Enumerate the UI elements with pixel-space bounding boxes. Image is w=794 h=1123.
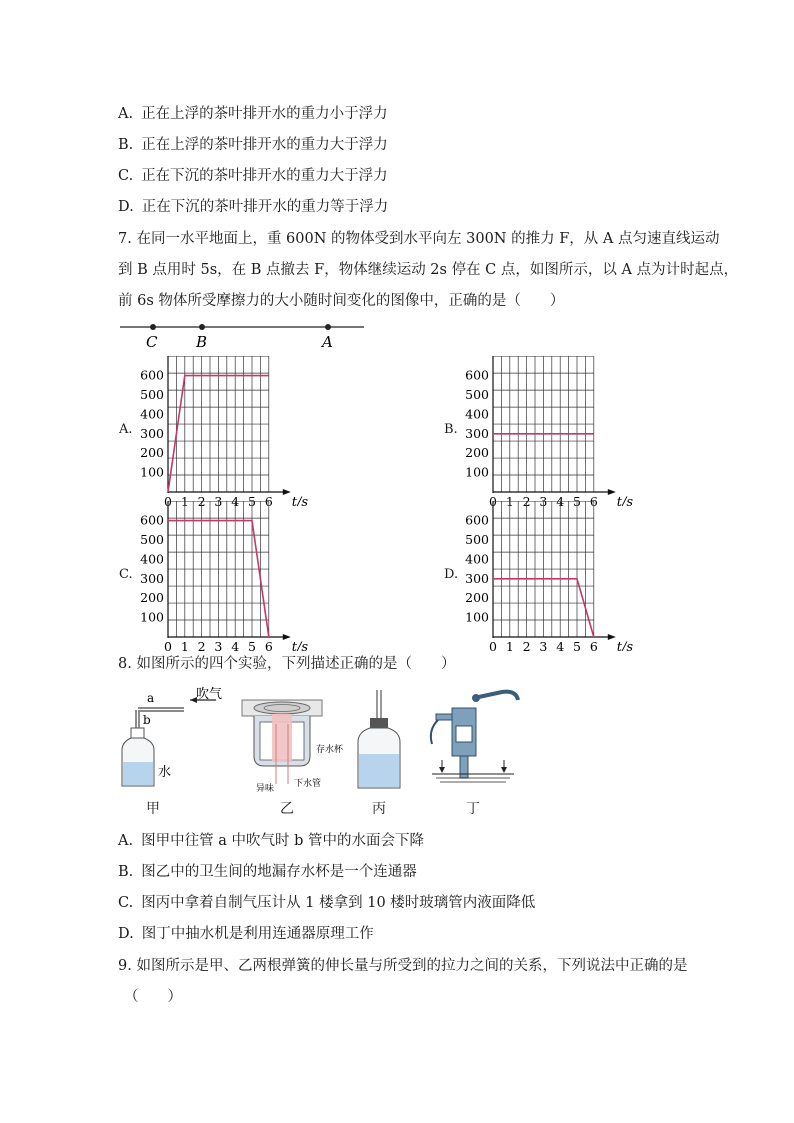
- point-c-label: C: [146, 333, 158, 351]
- x-tick-label: 2: [197, 494, 206, 506]
- x-axis-label: t/s: [616, 495, 634, 506]
- y-tick-label: 400: [140, 551, 164, 567]
- graph-letter: D.: [444, 567, 459, 582]
- option-letter: C.: [118, 168, 134, 184]
- option-letter: B.: [118, 864, 134, 880]
- x-tick-label: 0: [164, 494, 172, 506]
- y-tick-label: 500: [465, 531, 489, 547]
- label-cup: 存水杯: [316, 745, 344, 755]
- figure-bing: [352, 688, 408, 796]
- x-tick-label: 1: [505, 639, 514, 651]
- x-axis-arrow: [608, 489, 616, 495]
- option-letter: A.: [118, 106, 134, 122]
- number-line: [118, 318, 368, 352]
- option-text: 图甲中往管 a 中吹气时 b 管中的水面会下降: [141, 833, 424, 849]
- label-water: 水: [158, 765, 172, 780]
- figure-yi: [238, 694, 358, 794]
- q9-stem-line-1: 9. 如图所示是甲、乙两根弹簧的伸长量与所受到的拉力之间的关系，下列说法中正确的是: [118, 958, 688, 974]
- x-axis-label: t/s: [291, 640, 309, 651]
- x-tick-label: 6: [589, 639, 598, 651]
- x-tick-label: 3: [214, 494, 223, 506]
- x-tick-label: 2: [197, 639, 206, 651]
- label-a: a: [147, 691, 155, 705]
- y-tick-label: 600: [140, 367, 164, 383]
- y-tick-label: 500: [140, 386, 164, 402]
- q6-option-d: [118, 197, 388, 217]
- q8-option-a: [118, 831, 424, 851]
- q7-stem-line-1: 7. 在同一水平地面上，重 600N 的物体受到水平向左 300N 的推力 F，从 A 点匀速直线运动: [118, 231, 720, 247]
- x-tick-label: 3: [214, 639, 223, 651]
- caption-ding: 丁: [466, 801, 480, 817]
- point-a-label: A: [322, 333, 333, 351]
- graph-letter: A.: [119, 422, 133, 437]
- x-tick-label: 1: [180, 494, 189, 506]
- y-tick-label: 600: [140, 512, 164, 528]
- graph-letter: B.: [444, 422, 458, 437]
- q6-option-b: [118, 135, 388, 155]
- y-tick-label: 500: [465, 386, 489, 402]
- option-text: 正在上浮的茶叶排开水的重力大于浮力: [141, 137, 388, 153]
- graph-d-plot: [459, 501, 659, 651]
- x-tick-label: 4: [556, 494, 565, 506]
- y-tick-label: 200: [465, 445, 489, 461]
- q7-stem-line-2: 到 B 点用时 5s，在 B 点撤去 F，物体继续运动 2s 停在 C 点，如图所示，以 A 点为计时起点，: [118, 262, 739, 278]
- y-tick-label: 200: [140, 445, 164, 461]
- y-tick-label: 200: [140, 590, 164, 606]
- x-tick-label: 0: [164, 639, 172, 651]
- x-tick-label: 4: [231, 639, 240, 651]
- graph-c-plot: [134, 501, 334, 651]
- q8-option-d: [118, 924, 374, 944]
- y-tick-label: 200: [465, 590, 489, 606]
- label-pipe: 下水管: [294, 779, 322, 789]
- x-tick-label: 5: [573, 494, 581, 506]
- y-tick-label: 600: [465, 367, 489, 383]
- option-text: 正在上浮的茶叶排开水的重力小于浮力: [141, 106, 388, 122]
- x-tick-label: 2: [522, 494, 531, 506]
- y-tick-label: 400: [465, 406, 489, 422]
- x-tick-label: 4: [556, 639, 565, 651]
- x-tick-label: 4: [231, 494, 240, 506]
- q6-option-a: [118, 104, 388, 124]
- x-tick-label: 6: [264, 494, 273, 506]
- graph-b-plot: [459, 356, 659, 506]
- water-level: [123, 762, 153, 785]
- label-smell: 异味: [256, 784, 275, 794]
- x-tick-label: 3: [539, 494, 548, 506]
- y-tick-label: 300: [140, 425, 164, 441]
- x-axis-label: t/s: [291, 495, 309, 506]
- q9-stem-line-2: （ ）: [124, 989, 182, 1005]
- point-b-label: B: [196, 333, 208, 351]
- q8-option-c: [118, 893, 535, 913]
- option-letter: A.: [118, 833, 134, 849]
- x-tick-label: 0: [489, 494, 497, 506]
- option-letter: D.: [118, 199, 134, 215]
- caption-jia: 甲: [146, 801, 160, 817]
- option-text: 图乙中的卫生间的地漏存水杯是一个连通器: [141, 864, 417, 880]
- x-tick-label: 6: [264, 639, 273, 651]
- x-tick-label: 0: [489, 639, 497, 651]
- x-tick-label: 6: [589, 494, 598, 506]
- y-tick-label: 300: [465, 425, 489, 441]
- y-tick-label: 400: [140, 406, 164, 422]
- graph-a-plot: [134, 356, 334, 506]
- figure-jia: [118, 686, 230, 794]
- option-text: 图丙中拿着自制气压计从 1 楼拿到 10 楼时玻璃管内液面降低: [141, 895, 536, 911]
- q8-option-b: [118, 862, 417, 882]
- q7-stem-line-3: 前 6s 物体所受摩擦力的大小随时间变化的图像中，正确的是（ ）: [118, 293, 565, 309]
- q6-option-c: [118, 166, 388, 186]
- option-text: 正在下沉的茶叶排开水的重力等于浮力: [141, 199, 389, 215]
- y-tick-label: 100: [140, 464, 164, 480]
- x-axis-label: t/s: [616, 640, 634, 651]
- point-b-dot: [199, 324, 205, 330]
- option-text: 图丁中抽水机是利用连通器原理工作: [141, 926, 374, 942]
- option-text: 正在下沉的茶叶排开水的重力大于浮力: [141, 168, 388, 184]
- y-tick-label: 300: [465, 570, 489, 586]
- y-tick-label: 600: [465, 512, 489, 528]
- option-letter: C.: [118, 895, 134, 911]
- y-tick-label: 300: [140, 570, 164, 586]
- x-tick-label: 5: [248, 639, 256, 651]
- y-tick-label: 400: [465, 551, 489, 567]
- caption-yi: 乙: [280, 801, 294, 817]
- x-axis-arrow: [283, 634, 291, 640]
- x-tick-label: 5: [573, 639, 581, 651]
- x-tick-label: 1: [180, 639, 189, 651]
- point-c-dot: [150, 324, 156, 330]
- option-letter: D.: [118, 926, 134, 942]
- point-a-dot: [325, 324, 331, 330]
- x-axis-arrow: [283, 489, 291, 495]
- q8-stem: 8. 如图所示的四个实验，下列描述正确的是（ ）: [118, 656, 456, 672]
- x-tick-label: 5: [248, 494, 256, 506]
- y-tick-label: 100: [465, 464, 489, 480]
- graph-letter: C.: [119, 567, 133, 582]
- figure-ding: [424, 686, 524, 796]
- label-b: b: [143, 713, 151, 727]
- x-tick-label: 2: [522, 639, 531, 651]
- label-blow: 吹气: [196, 687, 223, 702]
- y-tick-label: 100: [140, 609, 164, 625]
- x-tick-label: 1: [505, 494, 514, 506]
- x-axis-arrow: [608, 634, 616, 640]
- y-tick-label: 100: [465, 609, 489, 625]
- option-letter: B.: [118, 137, 134, 153]
- x-tick-label: 3: [539, 639, 548, 651]
- y-tick-label: 500: [140, 531, 164, 547]
- caption-bing: 丙: [372, 801, 386, 817]
